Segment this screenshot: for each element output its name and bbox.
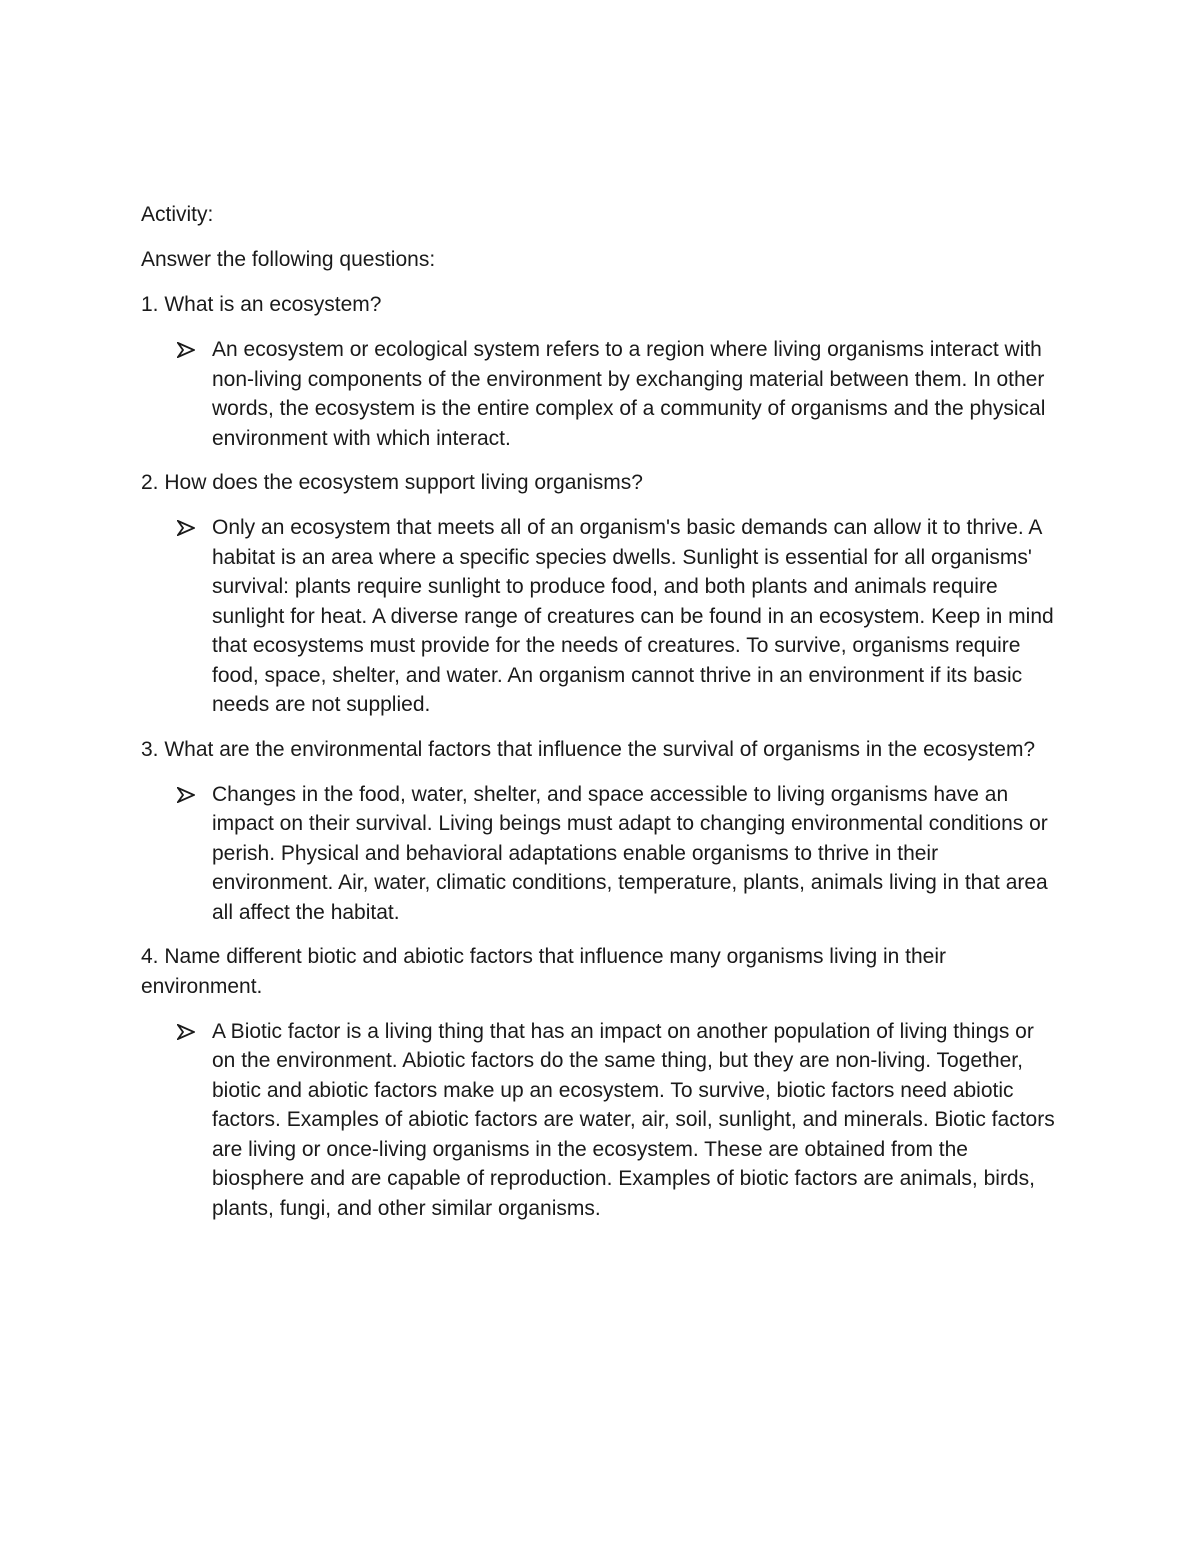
arrow-bullet-icon	[177, 342, 195, 358]
answer-2-text: Only an ecosystem that meets all of an organism's basic demands can allow it to thrive. A habitat is an area where a specific species dwells. Sunlight is essential for all organisms' survival: plants require sunlight to produce food, and both plants and animals require sunlight for heat. A diverse range of creatures can be found in an ecosystem. Keep in mind that ecosystems must provide for the needs of creatures. To survive, organisms require food, space, shelter, and water. An organism cannot thrive in an environment if its basic needs are not supplied.	[212, 516, 1054, 716]
activity-heading: Activity:	[141, 203, 214, 226]
answer-1-text: An ecosystem or ecological system refers to a region where living organisms interact with non-living components of the environment by exchanging material between them. In other words, the ecosystem is the entire complex of a community of organisms and the physical environment with which interact.	[212, 338, 1046, 450]
answer-4-text: A Biotic factor is a living thing that has an impact on another population of living things or on the environment. Abiotic factors do the same thing, but they are non-living. Together, biotic and abiotic factors make up an ecosystem. To survive, biotic factors need abiotic factors. Examples of abiotic factors are water, air, soil, sunlight, and minerals. Biotic factors are living or once-living organisms in the ecosystem. These are obtained from the biosphere and are capable of reproduction. Examples of biotic factors are animals, birds, plants, fungi, and other similar organisms.	[212, 1019, 1055, 1220]
answer-4	[141, 1017, 1062, 1224]
question-2: 2. How does the ecosystem support living organisms?	[141, 471, 643, 494]
document-page	[141, 200, 1071, 1238]
answer-2	[141, 513, 1062, 720]
answer-3-text: Changes in the food, water, shelter, and space accessible to living organisms have an impact on their survival. Living beings must adapt to changing environmental conditions or perish. Physical and behavioral adaptations enable organisms to thrive in their environment. Air, water, climatic conditions, temperature, plants, animals living in that area all affect the habitat.	[212, 782, 1048, 924]
arrow-bullet-icon	[177, 787, 195, 803]
arrow-bullet-icon	[177, 1024, 195, 1040]
answer-3	[141, 780, 1062, 928]
question-1: 1. What is an ecosystem?	[141, 293, 382, 316]
instruction-text: Answer the following questions:	[141, 248, 436, 271]
question-4: 4. Name different biotic and abiotic factors that influence many organisms living in their environment.	[141, 945, 947, 998]
answer-1	[141, 335, 1062, 453]
question-3: 3. What are the environmental factors that influence the survival of organisms in the ecosystem?	[141, 737, 1036, 761]
arrow-bullet-icon	[177, 520, 195, 536]
